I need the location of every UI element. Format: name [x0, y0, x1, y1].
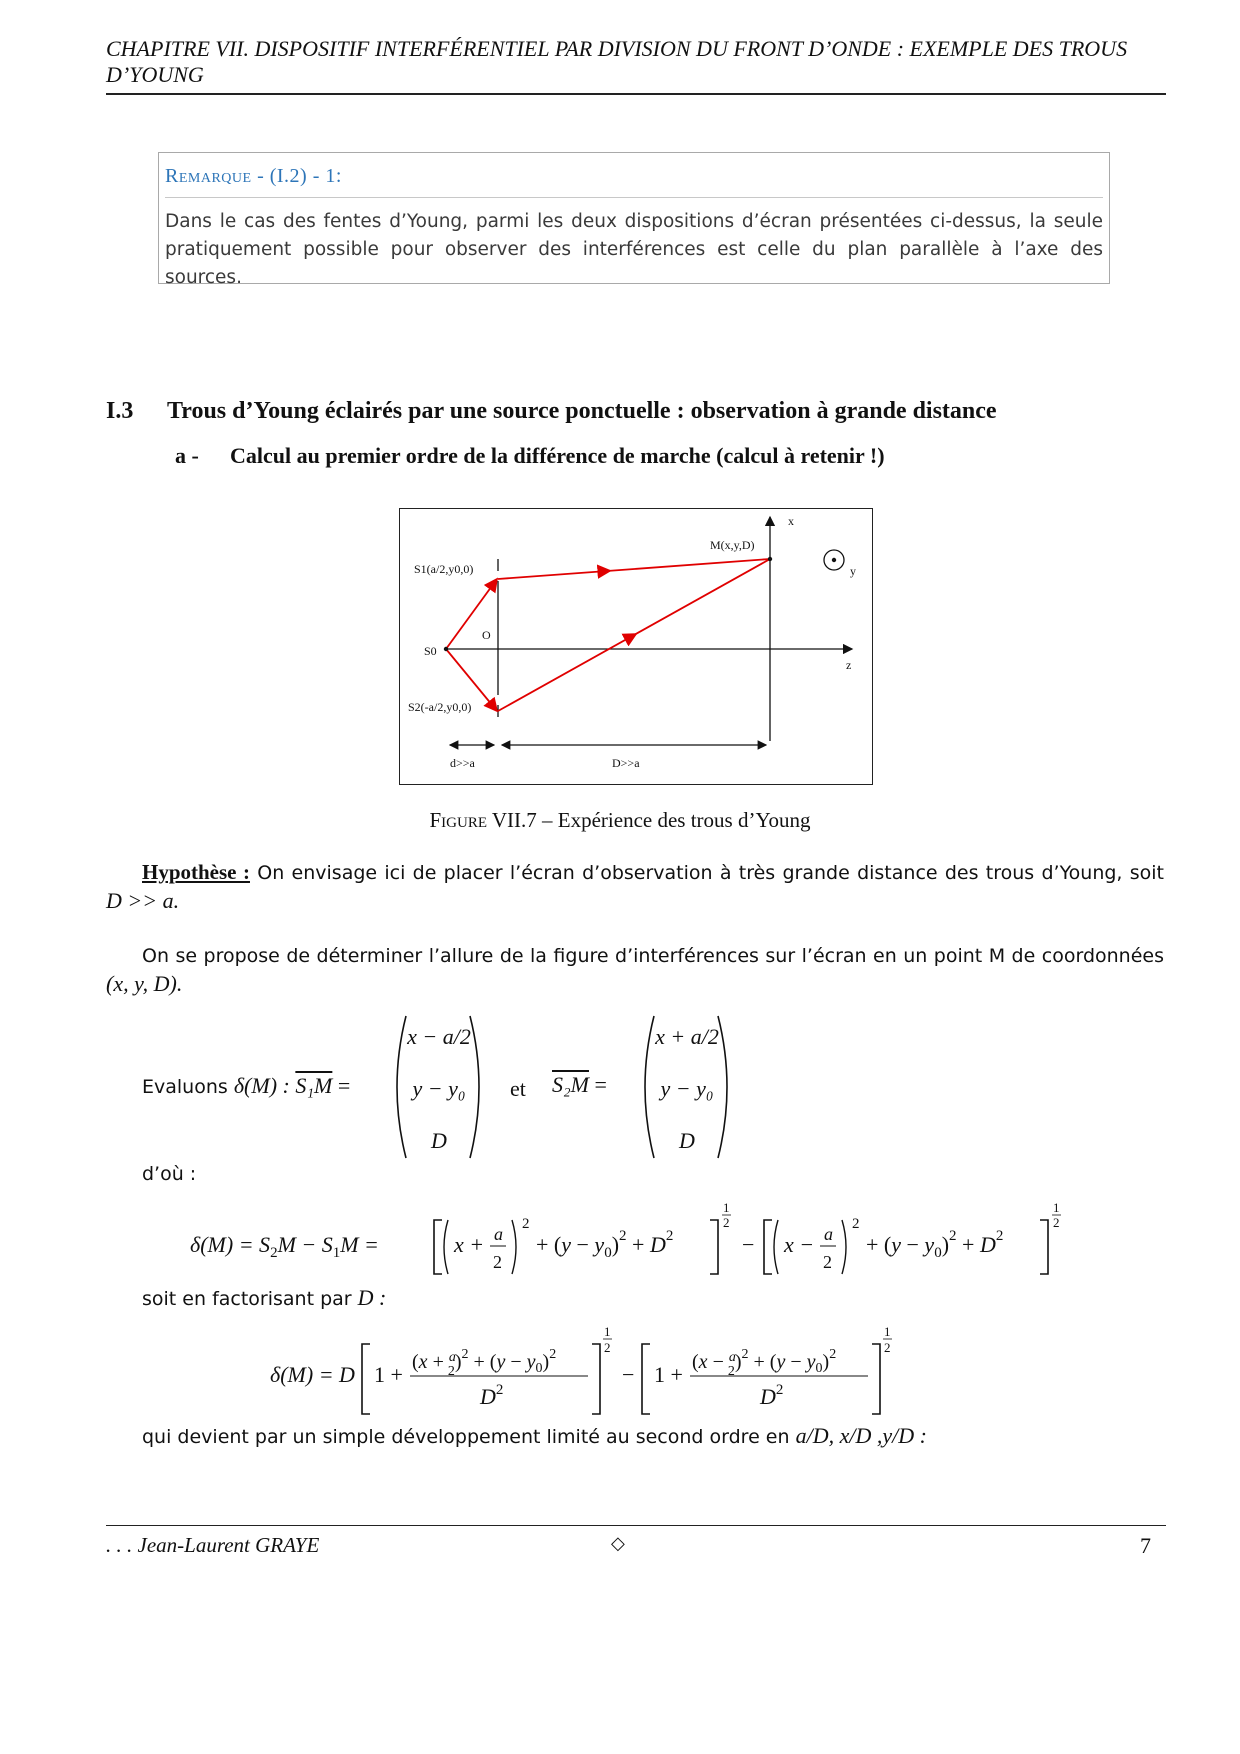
- eval-delta: δ(M) :: [233, 1073, 296, 1098]
- svg-text:δ(M) = S2M − S1M =: $\delta(M) = S_2M - S_1M$ =: [190, 1232, 379, 1261]
- proposal-paragraph: [106, 942, 1164, 999]
- svg-text:2: 2: [1053, 1215, 1060, 1230]
- label-s0: S0: [424, 644, 437, 658]
- svg-text:−: −: [622, 1362, 635, 1387]
- running-header: CHAPITRE VII. DISPOSITIF INTERFÉRENTIEL PAR DIVISION DU FRONT D’ONDE : EXEMPLE DES TROUS D’YOUNG: [106, 36, 1128, 87]
- matrix-s1m-row3: D: [431, 1128, 447, 1153]
- svg-text:−: −: [742, 1232, 755, 1257]
- label-D: D>>a: [612, 756, 640, 770]
- remark-text: Dans le cas des fentes d’Young, parmi les deux dispositions d’écran présentées ci-dessus, la seule pratiquement possible pour observer des interférences est celle du plan parallèle à l’axe des sources.: [165, 211, 1103, 288]
- eval-lead: [142, 1072, 350, 1101]
- develop-paragraph: [142, 1422, 927, 1451]
- subsection-title: Calcul au premier ordre de la différence de marche (calcul à retenir !): [230, 443, 885, 468]
- equation-factorized-render: [270, 1322, 1010, 1432]
- remark-box: [158, 152, 1110, 288]
- develop-math: a/D, x/D ,y/D :: [795, 1423, 927, 1448]
- vector-definitions: [142, 1010, 1142, 1170]
- figure-diagram: [400, 509, 871, 783]
- footer-diamond-icon: ◇: [611, 1533, 625, 1554]
- svg-text:1: 1: [723, 1200, 730, 1215]
- source-point: [444, 647, 448, 651]
- hypothesis-label: Hypothèse :: [142, 860, 250, 884]
- subsection-number: a -: [175, 443, 199, 468]
- proposal-text: On se propose de déterminer l’allure de la figure d’interférences sur l’écran en un point M de coordonnées: [142, 945, 1164, 967]
- svg-text:1 +: 1 +: [654, 1362, 683, 1387]
- header-rule: [106, 93, 1166, 95]
- label-s1: S1(a/2,y0,0): [414, 562, 474, 576]
- hypothesis-text: On envisage ici de placer l’écran d’observation à très grande distance des trous d’Young, soit: [249, 862, 1164, 884]
- svg-text:D2: $D^2$: [480, 1382, 504, 1409]
- label-y: y: [850, 564, 856, 578]
- svg-text:a: a: [824, 1224, 833, 1244]
- svg-text:D2: $D^2$: [760, 1382, 784, 1409]
- svg-text:x +: x +: [454, 1232, 485, 1257]
- remark-title-ref: - (I.2) - 1:: [251, 165, 342, 187]
- hypothesis-math: D >> a.: [106, 888, 180, 913]
- svg-text:(x + a2)2 + (y − y0)2: (x + $^a$ $2)^2 + (y - y_0)^2$: [412, 1347, 557, 1379]
- svg-text:a: a: [494, 1224, 503, 1244]
- svg-text:1 +: 1 +: [374, 1362, 403, 1387]
- equation-factorized: [270, 1322, 1010, 1432]
- equation-path-difference-render: [190, 1198, 1090, 1288]
- footer-author: . . . Jean-Laurent GRAYE: [106, 1533, 320, 1557]
- matrix-s1m-row2: y − y₀: [412, 1076, 466, 1101]
- point-m: [768, 557, 772, 561]
- footer-rule: [106, 1525, 1166, 1526]
- svg-text:2: 2: [493, 1252, 502, 1272]
- ray-s2-m-arrow: [626, 634, 636, 640]
- label-d: d>>a: [450, 756, 475, 770]
- svg-text:2: 2: [884, 1340, 891, 1355]
- label-origin: O: [482, 628, 491, 642]
- svg-text:2: 2: [522, 1216, 530, 1232]
- vector-s2m: S₂M: [552, 1072, 589, 1097]
- svg-text:1: 1: [604, 1324, 611, 1339]
- matrix-s1m-row1: x − a/2: [407, 1024, 471, 1049]
- svg-text:2: 2: [823, 1252, 832, 1272]
- matrix-s2m-row3: D: [679, 1128, 695, 1153]
- section-title: Trous d’Young éclairés par une source ponctuelle : observation à grande distance: [167, 398, 997, 424]
- label-s2: S2(-a/2,y0,0): [408, 700, 472, 714]
- eval-equals-1: =: [332, 1073, 351, 1098]
- remark-title: [165, 165, 342, 188]
- hypothesis-paragraph: [106, 858, 1164, 916]
- proposal-math: (x, y, D).: [106, 971, 183, 996]
- ray-s1-m: [498, 559, 770, 579]
- section-number: I.3: [106, 398, 134, 424]
- eval-equals-2: =: [588, 1072, 607, 1097]
- figure-young-holes: [399, 508, 873, 785]
- svg-text:+ (y − y0)2 + D2: + $(y - y_0)^2 + D^2$: [536, 1228, 674, 1261]
- remark-title-word: Remarque: [165, 165, 252, 187]
- svg-text:2: 2: [852, 1216, 860, 1232]
- page-number: 7: [1140, 1533, 1151, 1558]
- y-axis-dot: [832, 558, 836, 562]
- svg-text:2: 2: [723, 1215, 730, 1230]
- factor-paragraph: [142, 1284, 386, 1313]
- svg-text:δ(M) = D: δ(M) = D: [270, 1362, 355, 1387]
- label-z: z: [846, 658, 852, 672]
- factor-math: D :: [357, 1285, 387, 1310]
- dou-text: d’où :: [142, 1163, 197, 1185]
- remark-divider: [165, 197, 1103, 198]
- eval-lead-text: Evaluons: [142, 1076, 234, 1098]
- equation-path-difference: [190, 1198, 1090, 1288]
- label-m: M(x,y,D): [710, 538, 755, 552]
- factor-text: soit en factorisant par: [142, 1288, 358, 1310]
- eval-vec2: [552, 1072, 607, 1098]
- svg-text:+ (y − y0)2 + D2: + $(y - y_0)^2 + D^2$: [866, 1228, 1004, 1261]
- svg-text:1: 1: [1053, 1200, 1060, 1215]
- figure-caption: [0, 808, 1240, 833]
- matrix-s2m-row1: x + a/2: [655, 1024, 719, 1049]
- figure-caption-rest: VII.7 – Expérience des trous d’Young: [487, 808, 811, 832]
- svg-text:x −: x −: [784, 1232, 815, 1257]
- svg-text:2: 2: [604, 1340, 611, 1355]
- label-x: x: [788, 514, 794, 528]
- svg-text:1: 1: [884, 1324, 891, 1339]
- develop-text: qui devient par un simple développement limité au second ordre en: [142, 1426, 796, 1448]
- svg-text:(x − a2)2 + (y − y0)2: (x − $^a$ $2)^2 + (y - y_0)^2$: [692, 1347, 837, 1379]
- eval-et: et: [510, 1076, 526, 1101]
- vector-s1m: S₁M: [295, 1073, 333, 1098]
- ray-s1-m-arrow: [600, 571, 610, 572]
- figure-caption-word: Figure: [429, 808, 487, 832]
- matrix-s2m-row2: y − y₀: [660, 1076, 714, 1101]
